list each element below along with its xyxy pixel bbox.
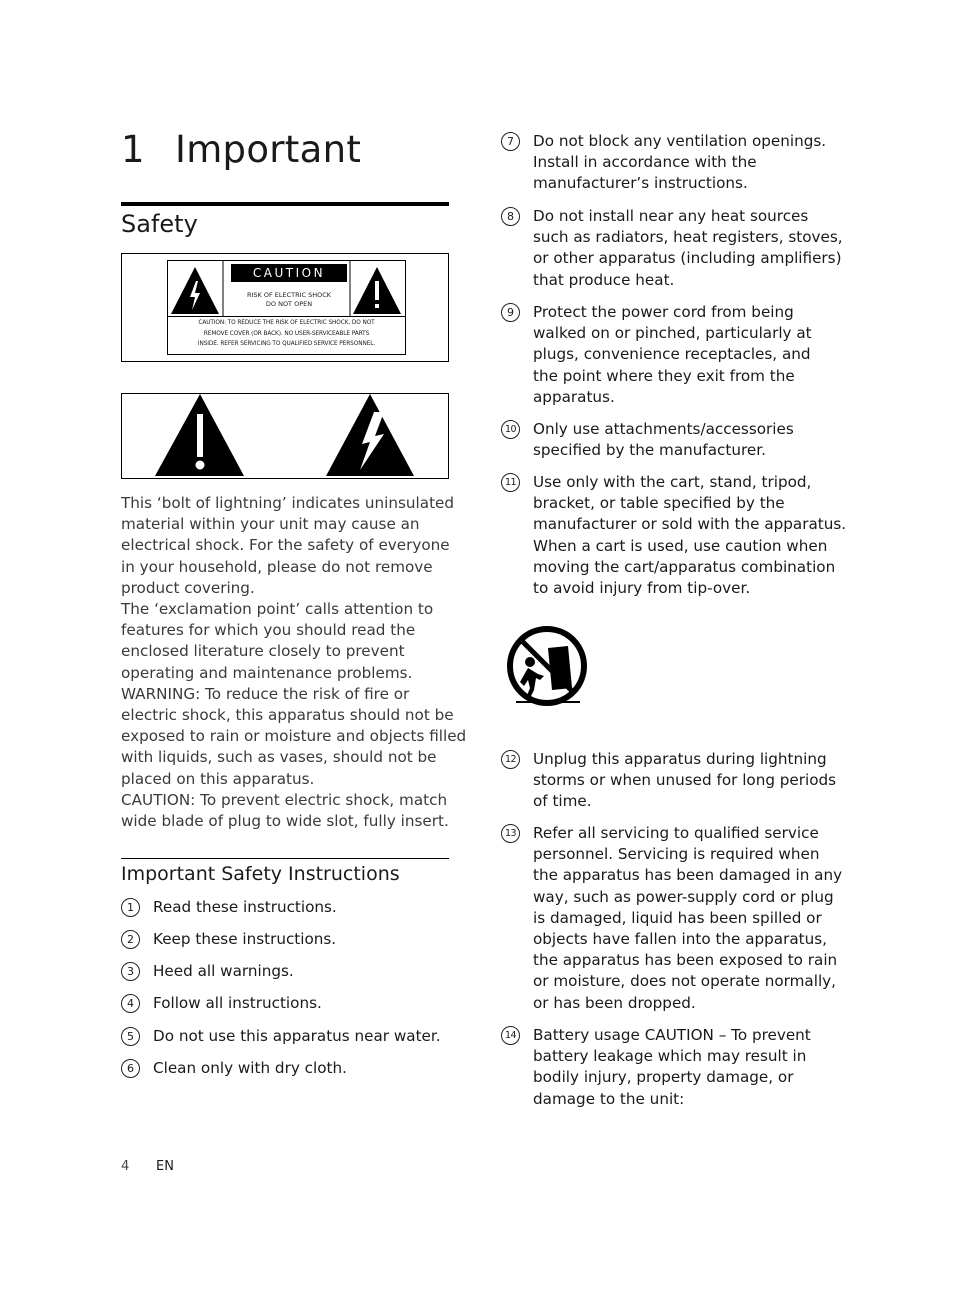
- caution-footer-text: [170, 318, 403, 350]
- caution-footer-line: INSIDE. REFER SERVICING TO QUALIFIED SERVICE PERSONNEL.: [197, 341, 376, 347]
- instruction-number-badge: 11: [501, 473, 520, 492]
- lightning-triangle-icon: [326, 394, 414, 476]
- instruction-text-line: or other apparatus (including amplifiers): [533, 249, 842, 268]
- instruction-text-line: of time.: [533, 792, 592, 811]
- instruction-text: [153, 993, 322, 1014]
- safety-text-line: electric shock, this apparatus should not be: [121, 706, 454, 725]
- instruction-number-badge: 9: [501, 303, 520, 322]
- instruction-number-badge: 13: [501, 824, 520, 843]
- instruction-text-line: such as radiators, heat registers, stoves,: [533, 228, 843, 247]
- instruction-text-line: Battery usage CAUTION – To prevent: [533, 1026, 811, 1044]
- instruction-text-line: Heed all warnings.: [153, 962, 294, 980]
- safety-text-line: enclosed literature closely to prevent: [121, 642, 405, 661]
- instruction-number-badge: 12: [501, 750, 520, 769]
- instructions-title: Important Safety Instructions: [121, 863, 400, 885]
- instruction-text-line: Read these instructions.: [153, 898, 337, 916]
- instruction-number-badge: 3: [121, 962, 140, 981]
- instruction-text-line: manufacturer or sold with the apparatus.: [533, 515, 847, 534]
- caution-risk-line: RISK OF ELECTRIC SHOCK: [246, 291, 332, 299]
- lightning-warning-icon: [171, 267, 219, 314]
- cart-tip-over-warning-icon: [506, 624, 590, 708]
- page-number: 4: [121, 1159, 130, 1174]
- chapter-title: [121, 122, 361, 178]
- instruction-text-line: the apparatus has been damaged in any: [533, 866, 843, 885]
- instruction-text-line: the point where they exit from the: [533, 366, 795, 385]
- chapter-title-rule: [121, 202, 449, 206]
- safety-text-line: placed on this apparatus.: [121, 769, 315, 788]
- instruction-text-line: Clean only with dry cloth.: [153, 1059, 347, 1077]
- instruction-text-line: bodily injury, property damage, or: [533, 1068, 794, 1087]
- instruction-text-line: When a cart is used, use caution when: [533, 536, 828, 555]
- instruction-text: [153, 961, 294, 982]
- instruction-text: [153, 1026, 441, 1047]
- instruction-text-line: objects have fallen into the apparatus,: [533, 930, 827, 949]
- safety-text-line: operating and maintenance problems.: [121, 663, 413, 682]
- chapter-title-text: Important: [175, 128, 362, 171]
- instruction-number-badge: 7: [501, 132, 520, 151]
- instruction-text: [533, 419, 794, 461]
- safety-text-line: electrical shock. For the safety of everyone: [121, 536, 450, 555]
- instruction-number-badge: 8: [501, 207, 520, 226]
- safety-text-line: wide blade of plug to wide slot, fully insert.: [121, 812, 449, 831]
- instruction-text-line: that produce heat.: [533, 270, 675, 289]
- instruction-text-line: personnel. Servicing is required when: [533, 845, 820, 864]
- caution-label: [167, 260, 406, 355]
- instruction-text-line: the apparatus has been exposed to rain: [533, 951, 838, 970]
- instruction-text-line: to avoid injury from tip-over.: [533, 579, 751, 598]
- instruction-number-badge: 14: [501, 1026, 520, 1045]
- exclamation-warning-icon: [353, 267, 401, 314]
- safety-text-line: in your household, please do not remove: [121, 557, 433, 576]
- caution-footer-line: CAUTION: TO REDUCE THE RISK OF ELECTRIC SHOCK, DO NOT: [198, 320, 375, 326]
- instruction-text-line: apparatus.: [533, 387, 615, 406]
- exclamation-triangle-icon: [155, 394, 244, 476]
- instruction-text-line: Keep these instructions.: [153, 930, 337, 948]
- caution-footer-line: REMOVE COVER (OR BACK). NO USER-SERVICEABLE PARTS: [203, 330, 370, 337]
- instruction-text-line: way, such as power-supply cord or plug: [533, 887, 834, 906]
- instruction-text-line: damage to the unit:: [533, 1089, 685, 1108]
- safety-symbols: [122, 394, 448, 478]
- instruction-number-badge: 1: [121, 898, 140, 917]
- instruction-text: [533, 131, 826, 195]
- safety-text-line: exposed to rain or moisture and objects filled: [121, 727, 467, 746]
- page-language: EN: [156, 1159, 174, 1174]
- instruction-text-line: Refer all servicing to qualified service: [533, 824, 819, 842]
- safety-text-line: material within your unit may cause an: [121, 515, 420, 534]
- instruction-text: [153, 929, 336, 950]
- instruction-number-badge: 10: [501, 420, 520, 439]
- safety-text-line: WARNING: To reduce the risk of fire or: [121, 684, 410, 703]
- instruction-text-line: battery leakage which may result in: [533, 1047, 807, 1066]
- instruction-text-line: Do not block any ventilation openings.: [533, 132, 827, 150]
- instruction-text-line: storms or when unused for long periods: [533, 771, 837, 790]
- instruction-text-line: moving the cart/apparatus combination: [533, 557, 836, 576]
- instruction-text: [153, 1058, 347, 1079]
- caution-risk-text: [228, 291, 350, 309]
- instruction-text: [533, 206, 843, 291]
- instruction-text-line: Only use attachments/accessories: [533, 420, 794, 438]
- instruction-text-line: Use only with the cart, stand, tripod,: [533, 473, 812, 491]
- caution-word: CAUTION: [231, 264, 347, 282]
- safety-text-line: with liquids, such as vases, should not be: [121, 748, 437, 767]
- instruction-text: [533, 749, 836, 813]
- instruction-text-line: plugs, convenience receptacles, and: [533, 345, 811, 364]
- caution-label-divider: [168, 316, 405, 317]
- chapter-number: 1: [121, 128, 145, 171]
- instruction-text-line: is damaged, liquid has been spilled or: [533, 908, 822, 927]
- safety-explanation-text: [121, 493, 467, 832]
- instruction-number-badge: 2: [121, 930, 140, 949]
- instruction-text-line: Install in accordance with the: [533, 153, 757, 172]
- instruction-number-badge: 4: [121, 994, 140, 1013]
- instruction-text-line: walked on or pinched, particularly at: [533, 324, 812, 343]
- instruction-number-badge: 5: [121, 1027, 140, 1046]
- caution-risk-line: DO NOT OPEN: [265, 300, 313, 308]
- instruction-text-line: Protect the power cord from being: [533, 303, 794, 321]
- caution-label-frame: [121, 253, 449, 362]
- safety-text-line: features for which you should read the: [121, 621, 416, 640]
- instruction-text-line: manufacturer’s instructions.: [533, 174, 748, 193]
- safety-text-line: This ‘bolt of lightning’ indicates uninsulated: [121, 494, 455, 512]
- instruction-text-line: or has been dropped.: [533, 993, 696, 1012]
- instructions-rule: [121, 858, 449, 859]
- instruction-text: [533, 302, 812, 408]
- instruction-text: [153, 897, 337, 918]
- instruction-number-badge: 6: [121, 1059, 140, 1078]
- instruction-text-line: bracket, or table specified by the: [533, 494, 785, 513]
- safety-text-line: product covering.: [121, 578, 255, 597]
- instruction-text-line: or moisture, does not operate normally,: [533, 972, 836, 991]
- safety-symbols-frame: [121, 393, 449, 479]
- instruction-text: [533, 472, 846, 599]
- instruction-text-line: Do not use this apparatus near water.: [153, 1027, 441, 1045]
- safety-text-line: The ‘exclamation point’ calls attention to: [121, 600, 434, 619]
- instruction-text-line: Unplug this apparatus during lightning: [533, 750, 827, 768]
- safety-text-line: CAUTION: To prevent electric shock, match: [121, 790, 448, 809]
- instruction-text-line: Do not install near any heat sources: [533, 207, 809, 225]
- instruction-text: [533, 1025, 811, 1110]
- instruction-text-line: specified by the manufacturer.: [533, 441, 766, 460]
- instruction-text: [533, 823, 842, 1014]
- section-title: Safety: [121, 210, 198, 238]
- instruction-text-line: Follow all instructions.: [153, 994, 322, 1012]
